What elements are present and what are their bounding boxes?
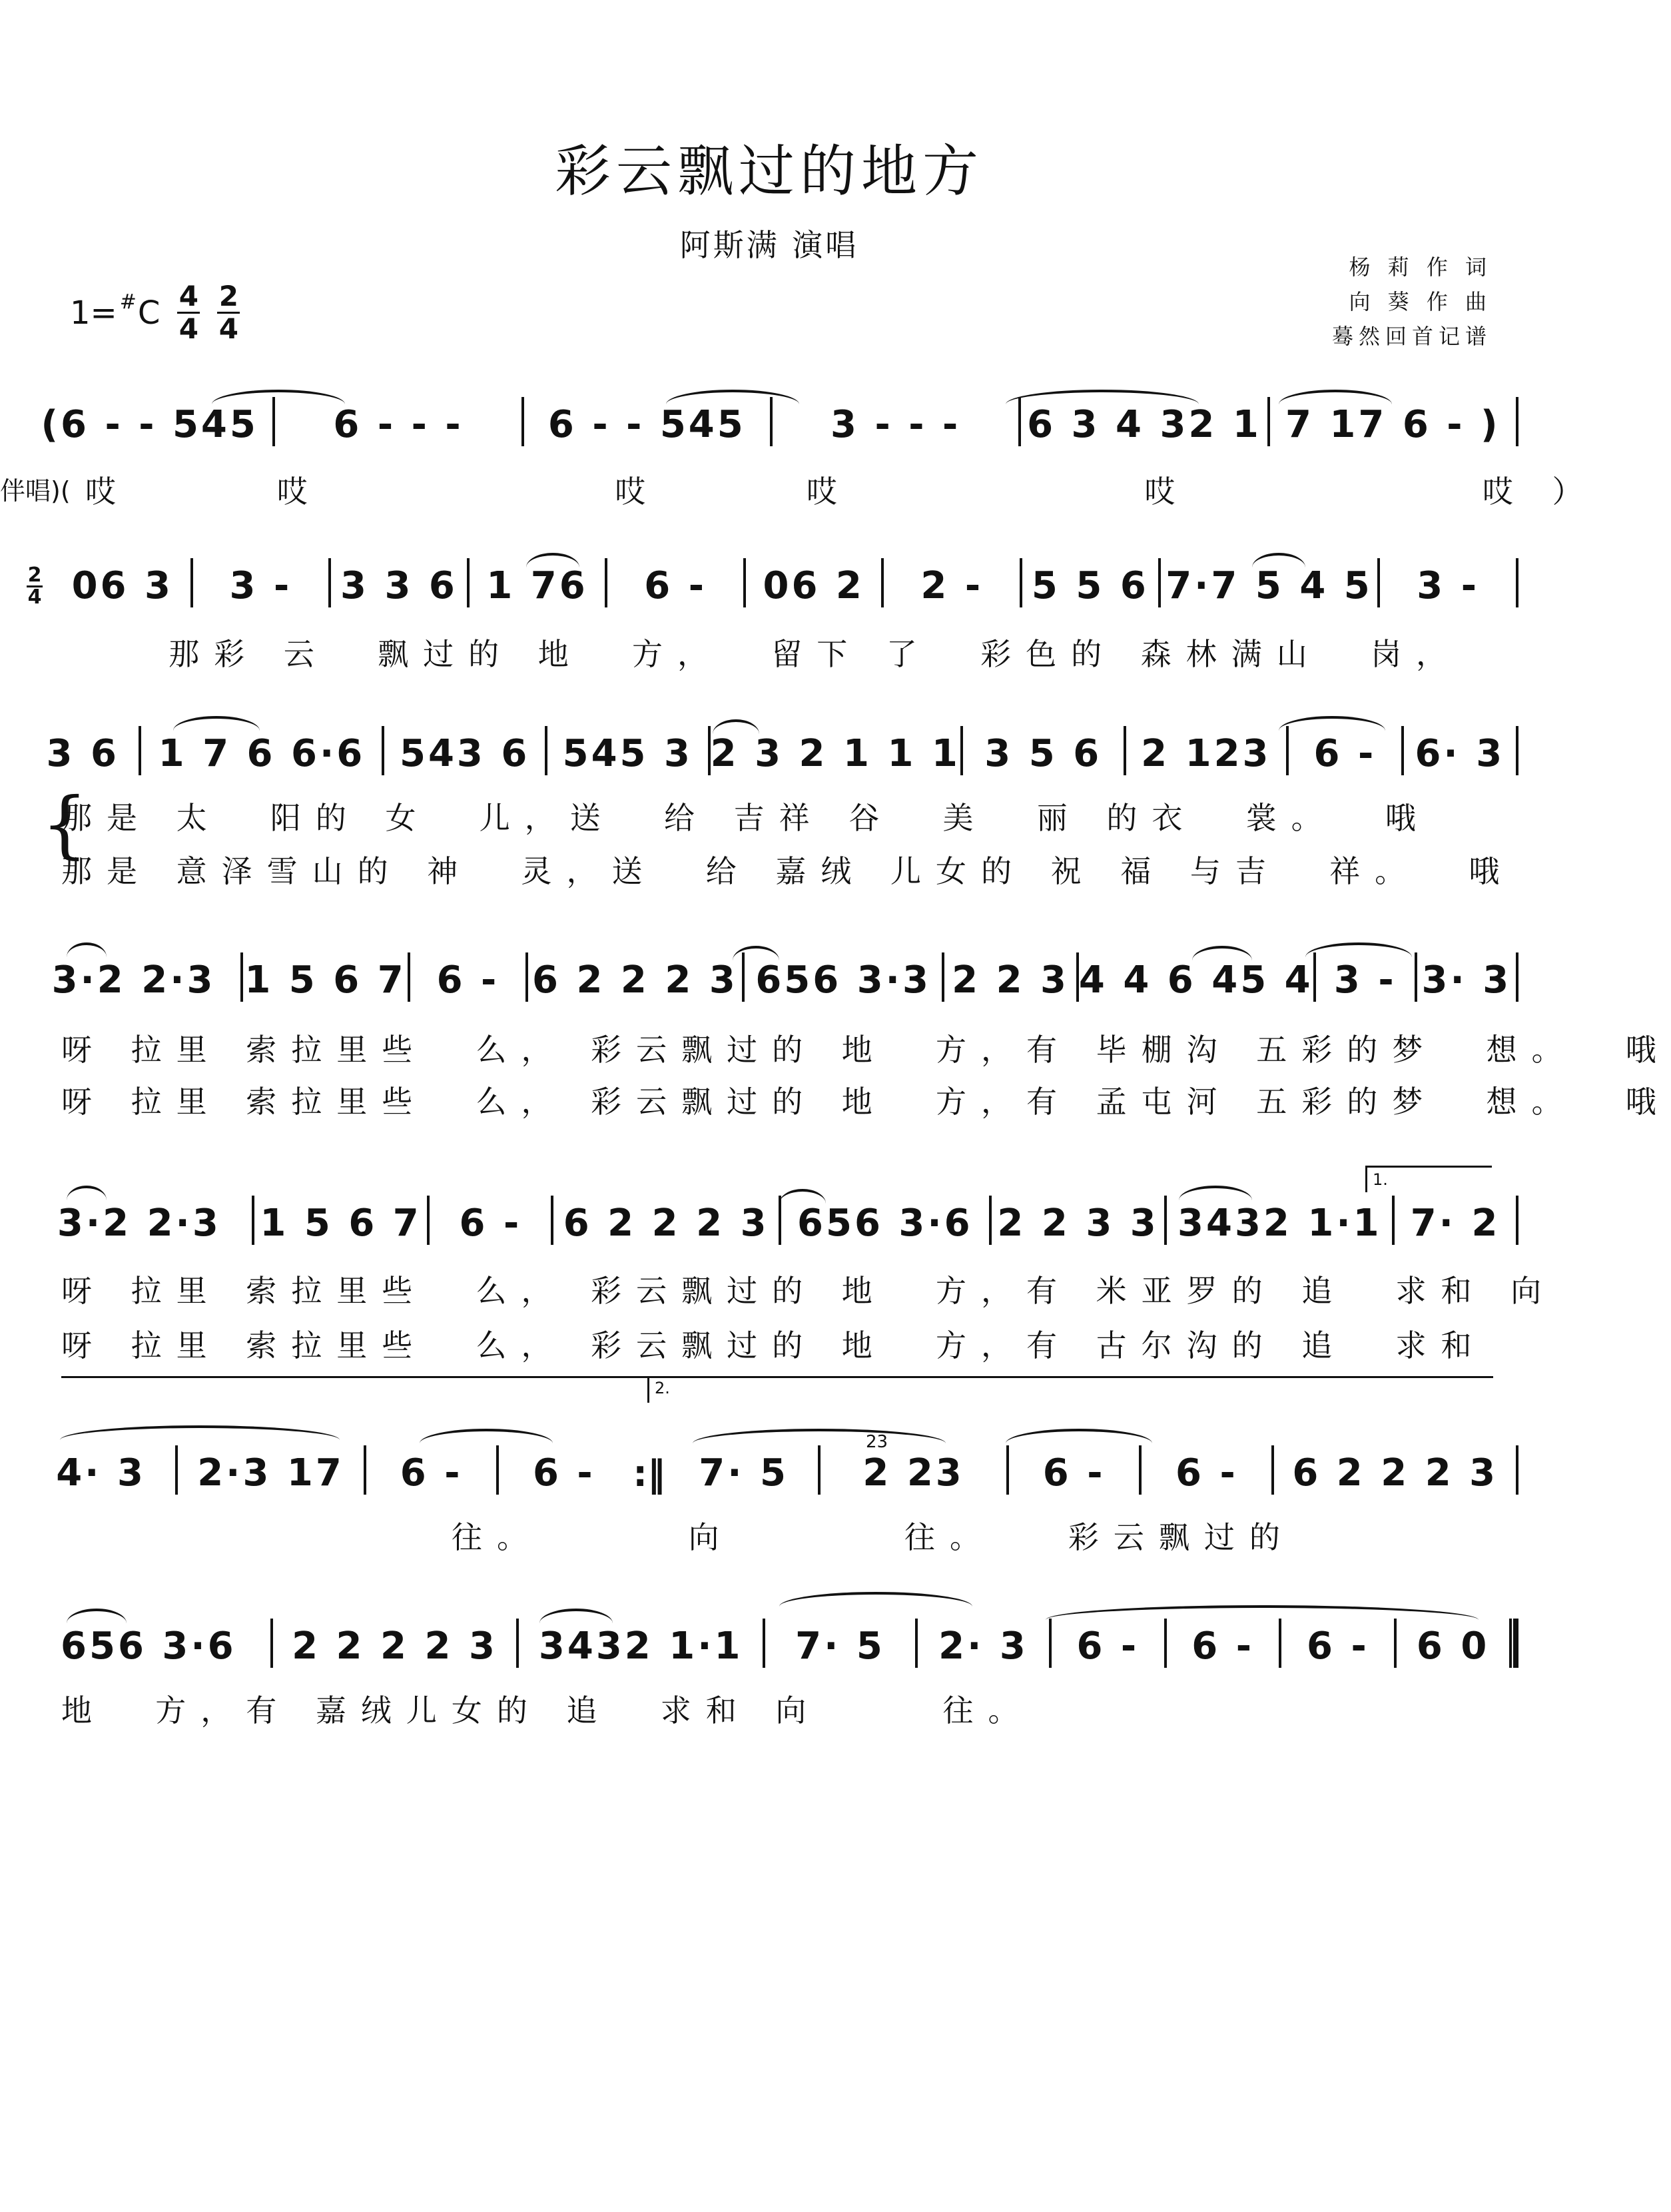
key-signature	[70, 281, 240, 344]
measure: 6 -	[400, 1451, 463, 1495]
measure: 7· 2	[1410, 1202, 1501, 1245]
measure: (6 - - 545	[41, 403, 258, 446]
measure: 656 3·3	[755, 958, 931, 1002]
measure: 2 2 3 3	[997, 1202, 1159, 1245]
volta-2: 2.	[647, 1376, 1487, 1403]
time-sig-2-top: 2	[218, 280, 239, 312]
measure: 3 -	[1417, 564, 1479, 607]
music-line-5	[27, 1196, 1518, 1245]
transcriber-credit: 蓦然回首记谱	[1331, 324, 1492, 349]
measure: 7· 5	[699, 1451, 789, 1495]
repeat-end-sign: :‖	[633, 1453, 666, 1495]
slur	[1046, 1605, 1479, 1620]
measure: 3 - - -	[831, 403, 961, 446]
measure: 3432 1·1	[1177, 1202, 1382, 1245]
music-line-6	[27, 1445, 1518, 1495]
slur	[1305, 942, 1412, 957]
measure: 1 5 6 7	[244, 958, 406, 1002]
measure: 3·2 2·3	[51, 958, 216, 1002]
lyricist-credit: 杨 莉 作 词	[1349, 254, 1492, 280]
measure: 6 0	[1416, 1625, 1490, 1668]
lyric-line-5b: 呀 拉里 索拉里些 么， 彩云飘过的 地 方，有 古尔沟的 追 求和	[61, 1327, 1487, 1363]
measure: 6 -	[1313, 732, 1377, 775]
measure: 6 -	[644, 564, 707, 607]
slur	[779, 1189, 826, 1204]
measure: 3 -	[229, 564, 292, 607]
slur	[779, 1592, 972, 1607]
key-prefix: 1=	[70, 294, 117, 332]
measure: 2·3 17	[197, 1451, 344, 1495]
measure: 6· 3	[1415, 732, 1505, 775]
slur	[539, 1609, 613, 1623]
slur	[713, 719, 759, 734]
slur	[733, 946, 779, 960]
measure: 06 3	[71, 564, 173, 607]
slur	[1006, 1429, 1152, 1443]
slur	[67, 1609, 127, 1623]
slur	[1192, 946, 1252, 960]
measure: 6 -	[436, 958, 500, 1002]
measure: 2 3 2 1 1 1	[710, 732, 960, 775]
measure: 543 6	[400, 732, 530, 775]
measure: 6 -	[1175, 1451, 1238, 1495]
sharp-sign: #	[119, 290, 137, 314]
slur	[67, 1186, 107, 1200]
measure: 545 3	[562, 732, 693, 775]
measure: 6 -	[1042, 1451, 1106, 1495]
measure: 656 3·6	[61, 1625, 236, 1668]
measure: 6 3 4 32 1	[1027, 403, 1261, 446]
measure: 3·2 2·3	[57, 1202, 221, 1245]
barline	[1516, 726, 1518, 775]
slur	[1252, 553, 1305, 567]
measure: 6 -	[1191, 1625, 1254, 1668]
time-signature-1	[177, 281, 200, 344]
measure: 6 2 2 2 3	[563, 1202, 769, 1245]
slur	[1179, 1186, 1252, 1200]
time-sig-2-bottom: 4	[218, 312, 239, 345]
lyric-line-6: 往。 向 往。 彩云飘过的	[61, 1519, 1295, 1555]
measure: 6 2 2 2 3	[1292, 1451, 1499, 1495]
barline	[1516, 952, 1518, 1002]
measure: 6 - - 545	[547, 403, 746, 446]
ts-bottom: 4	[27, 585, 42, 609]
measure: 3 6	[46, 732, 119, 775]
measure: 3432 1·1	[538, 1625, 743, 1668]
lyric-line-4a: 呀 拉里 索拉里些 么， 彩云飘过的 地 方，有 毕棚沟 五彩的梦 想。 哦	[61, 1032, 1671, 1068]
measure: 2 2 3	[952, 958, 1070, 1002]
slur	[67, 942, 107, 957]
lyric-line-4b: 呀 拉里 索拉里些 么， 彩云飘过的 地 方，有 孟屯河 五彩的梦 想。 哦	[61, 1084, 1671, 1120]
barline	[1516, 397, 1518, 446]
slur	[60, 1425, 340, 1440]
slur	[526, 553, 579, 567]
grace-notes: 23	[866, 1432, 888, 1452]
measure: 2 123	[1141, 732, 1271, 775]
measure: 6 -	[1307, 1625, 1369, 1668]
measure: 4· 3	[56, 1451, 146, 1495]
measure: 6 - - -	[333, 403, 464, 446]
performer: 阿斯满 演唱	[679, 227, 859, 263]
key-letter: C	[137, 294, 161, 332]
measure: 1 76	[486, 564, 588, 607]
music-line-7	[27, 1619, 1518, 1668]
measure: 5 5 6	[1031, 564, 1149, 607]
measure: 3 -	[1333, 958, 1397, 1002]
slur	[173, 716, 260, 731]
measure: 4 4 6 45 4	[1078, 958, 1313, 1002]
measure: 3 3 6	[340, 564, 458, 607]
lyric-line-2: 那彩 云 飘过的 地 方， 留下 了 彩色的 森林满山 岗，	[120, 636, 1461, 672]
barline	[1516, 1445, 1518, 1495]
measure: 7· 5	[795, 1625, 885, 1668]
measure: 06 2	[763, 564, 864, 607]
verse-brace: {	[41, 781, 88, 867]
final-barline	[1509, 1619, 1518, 1668]
slur	[693, 1429, 946, 1443]
ts-top: 2	[27, 563, 42, 587]
slur	[212, 390, 345, 404]
measure: 3 5 6	[984, 732, 1102, 775]
measure: 3· 3	[1421, 958, 1512, 1002]
measure: 2 2 2 2 3	[292, 1625, 498, 1668]
music-line-1	[27, 397, 1518, 446]
measure: 6 -	[459, 1202, 522, 1245]
measure: 6 -	[532, 1451, 595, 1495]
accompaniment-label: 伴唱)(	[0, 476, 71, 506]
measure: 6 2 2 2 3	[532, 958, 738, 1002]
slur	[1279, 390, 1392, 404]
lyric-line-5a: 呀 拉里 索拉里些 么， 彩云飘过的 地 方，有 米亚罗的 追 求和 向	[61, 1273, 1556, 1309]
barline	[1516, 1196, 1518, 1245]
time-signature-change	[27, 565, 43, 607]
measure: 2 23	[862, 1451, 964, 1495]
lyric-line-3a: 那是 太 阳的 女 儿，送 给 吉祥 谷 美 丽 的衣 裳。 哦	[61, 800, 1431, 836]
measure: 2· 3	[938, 1625, 1028, 1668]
measure: 656 3·6	[797, 1202, 973, 1245]
lyric-line-1: 哎 哎 哎 哎 哎 哎 ）	[85, 474, 1598, 510]
music-line-3	[27, 726, 1518, 775]
slur	[1279, 716, 1385, 731]
slur	[420, 1429, 553, 1443]
measure: 7·7 5 4 5	[1166, 564, 1373, 607]
lyric-line-3b: 那是 意泽雪山的 神 灵，送 给 嘉绒 儿女的 祝 福 与吉 祥。 哦	[61, 853, 1514, 889]
barline	[1516, 558, 1518, 607]
measure: 7 17 6 - )	[1285, 403, 1501, 446]
composer-credit: 向 葵 作 曲	[1349, 289, 1492, 314]
measure: 1 7 6 6·6	[158, 732, 366, 775]
slur	[666, 390, 799, 404]
song-title: 彩云飘过的地方	[554, 139, 984, 204]
volta-1: 1.	[1365, 1166, 1492, 1192]
credits	[1332, 250, 1492, 354]
slur	[1006, 390, 1199, 404]
time-sig-1-bottom: 4	[178, 312, 199, 345]
measure: 6 -	[1076, 1625, 1140, 1668]
measure: 2 -	[920, 564, 984, 607]
lyric-line-7: 地 方，有 嘉绒儿女的 追 求和 向 往。	[61, 1692, 1034, 1728]
measure: 1 5 6 7	[260, 1202, 422, 1245]
time-sig-1-top: 4	[178, 280, 199, 312]
time-signature-2	[217, 281, 240, 344]
